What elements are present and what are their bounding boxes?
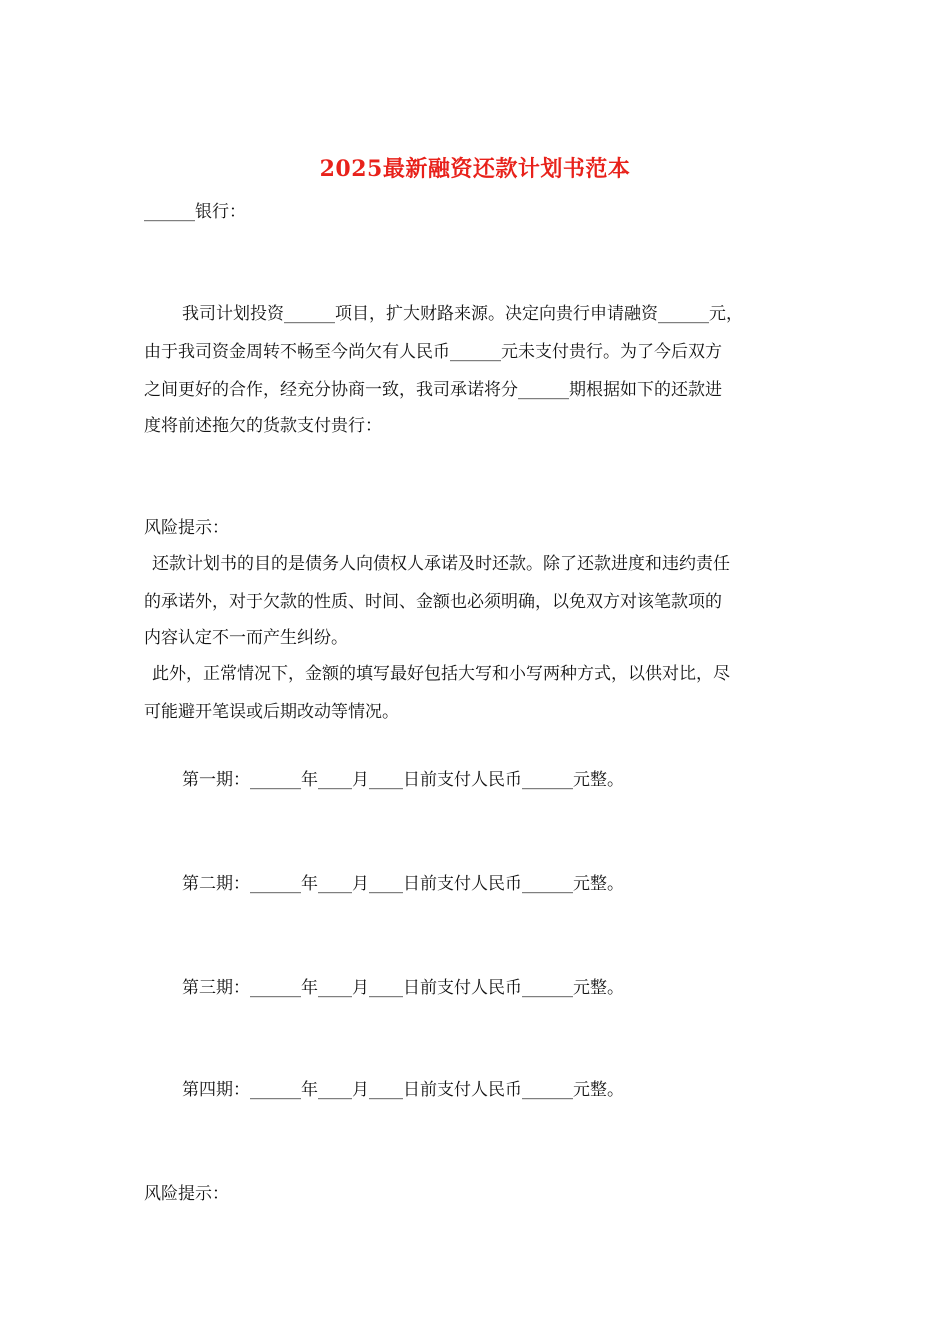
risk-heading: 风险提示： (144, 518, 229, 538)
installment-1: 第一期：______年____月____日前支付人民币______元整。 (182, 770, 624, 790)
salutation: ______银行： (144, 202, 246, 222)
risk-line-1: 还款计划书的目的是债务人向债权人承诺及时还款。除了还款进度和违约责任 (152, 554, 730, 574)
body-line-2: 由于我司资金周转不畅至今尚欠有人民币______元未支付贵行。为了今后双方 (144, 342, 722, 362)
risk-line-4: 此外，正常情况下，金额的填写最好包括大写和小写两种方式，以供对比，尽 (152, 664, 730, 684)
installment-4: 第四期：______年____月____日前支付人民币______元整。 (182, 1080, 624, 1100)
risk-line-5: 可能避开笔误或后期改动等情况。 (144, 702, 399, 722)
body-line-1: 我司计划投资______项目，扩大财路来源。决定向贵行申请融资______元， (182, 304, 743, 324)
risk-heading-2: 风险提示： (144, 1184, 229, 1204)
document-title: 2025最新融资还款计划书范本 (319, 156, 631, 182)
body-line-4: 度将前述拖欠的货款支付贵行： (144, 416, 382, 436)
risk-line-2: 的承诺外，对于欠款的性质、时间、金额也必须明确，以免双方对该笔款项的 (144, 592, 722, 612)
body-line-3: 之间更好的合作，经充分协商一致，我司承诺将分______期根据如下的还款进 (144, 380, 722, 400)
installment-2: 第二期：______年____月____日前支付人民币______元整。 (182, 874, 624, 894)
risk-line-3: 内容认定不一而产生纠纷。 (144, 628, 348, 648)
installment-3: 第三期：______年____月____日前支付人民币______元整。 (182, 978, 624, 998)
